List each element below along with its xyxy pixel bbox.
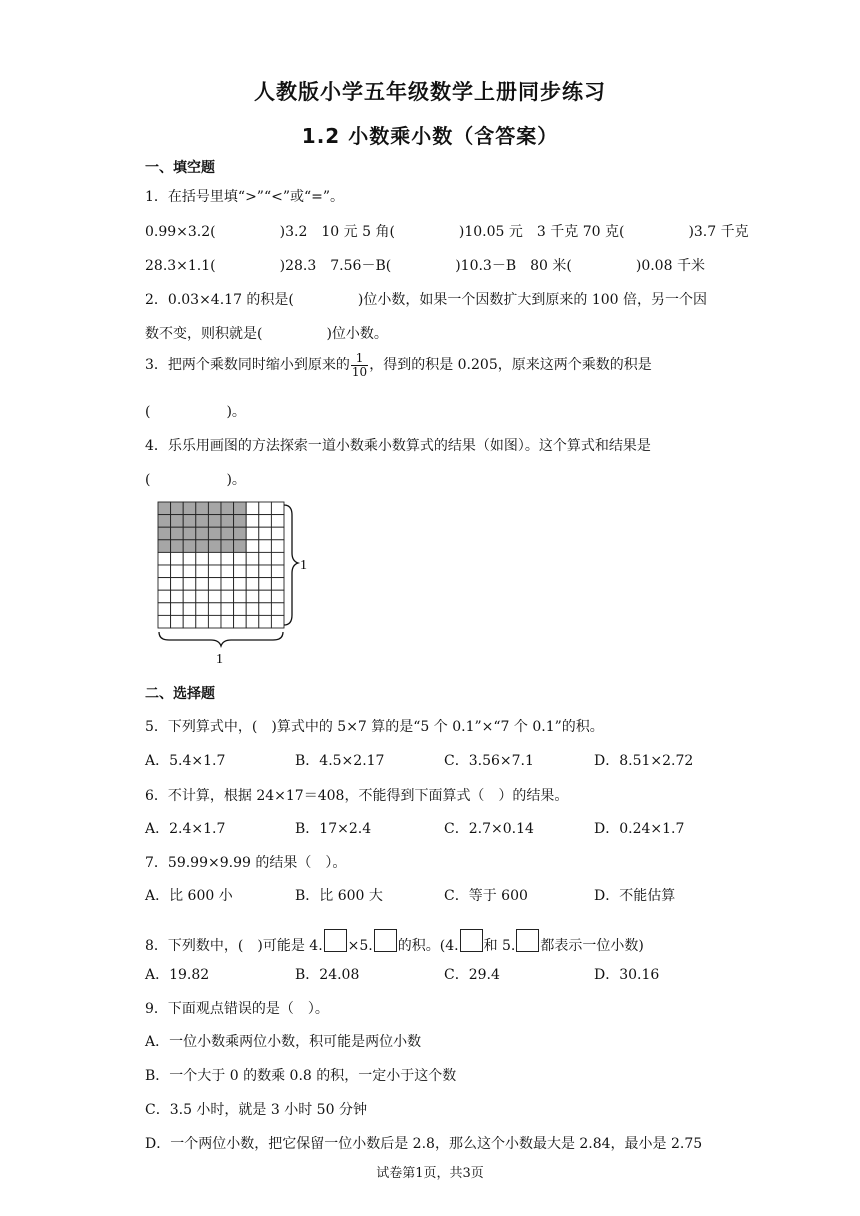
q3-pre: 3．把两个乘数同时缩小到原来的 <box>145 357 350 374</box>
q3-blank-close: )。 <box>226 404 246 420</box>
grid-cell <box>208 552 221 565</box>
grid-cell-shaded <box>171 502 184 515</box>
grid-cell <box>221 615 234 628</box>
grid-cell <box>171 590 184 603</box>
grid-cell <box>183 615 196 628</box>
grid-cell-shaded <box>208 527 221 540</box>
q6-option-d[interactable]: D．0.24×1.7 <box>594 821 685 837</box>
q3-post: ，得到的积是 0.205，原来这两个乘数的积是 <box>369 357 652 374</box>
q8-option-c[interactable]: C．29.4 <box>444 967 500 983</box>
q7-option-a[interactable]: A．比 600 小 <box>145 888 233 904</box>
grid-cell <box>234 603 247 616</box>
q8-mid2: 的积。(4. <box>397 938 459 954</box>
grid-cell <box>259 540 272 553</box>
q9-option-c[interactable]: C．3.5 小时，就是 3 小时 50 分钟 <box>145 1102 367 1118</box>
grid-cell <box>158 603 171 616</box>
grid-cell-shaded <box>171 527 184 540</box>
page-subtitle: 1.2 小数乘小数（含答案） <box>301 124 559 148</box>
grid-cell <box>183 578 196 591</box>
grid-cell <box>234 578 247 591</box>
grid-cell <box>183 552 196 565</box>
q8-stem <box>145 929 644 955</box>
grid-cell <box>183 590 196 603</box>
q7-stem: 7．59.99×9.99 的结果（ ）。 <box>145 855 347 871</box>
right-brace <box>284 505 298 625</box>
q5-option-d[interactable]: D．8.51×2.72 <box>594 753 694 769</box>
grid-cell <box>271 540 284 553</box>
grid-cell <box>171 565 184 578</box>
q9-option-d[interactable]: D．一个两位小数，把它保留一位小数后是 2.8，那么这个小数最大是 2.84，最小是 2.75 <box>145 1136 703 1152</box>
q3-blank-open: ( <box>145 404 151 420</box>
q1-row2-b: )28.3 7.56－B( <box>279 258 392 274</box>
grid-cell <box>208 590 221 603</box>
grid-cell <box>271 578 284 591</box>
page-footer: 试卷第1页，共3页 <box>376 1166 484 1181</box>
grid-cell-shaded <box>158 515 171 528</box>
grid-cell <box>208 565 221 578</box>
section-choice: 二、选择题 <box>145 686 215 702</box>
q2-line1a: 2．0.03×4.17 的积是( <box>145 292 294 308</box>
q8-mid3: 和 5. <box>483 938 516 954</box>
grid-cell <box>259 502 272 515</box>
grid-cell-shaded <box>208 515 221 528</box>
grid-cell <box>271 515 284 528</box>
grid-cell <box>246 502 259 515</box>
q1-row1-b: )3.2 10 元 5 角( <box>279 224 395 240</box>
grid-cell <box>259 515 272 528</box>
grid-cell-shaded <box>196 540 209 553</box>
grid-cell <box>234 590 247 603</box>
grid-cell <box>246 578 259 591</box>
grid-cell-shaded <box>221 502 234 515</box>
grid-cell <box>259 603 272 616</box>
grid-cell <box>196 578 209 591</box>
q2-line1b: )位小数，如果一个因数扩大到原来的 100 倍，另一个因 <box>357 292 707 308</box>
grid-cell <box>208 578 221 591</box>
grid-cell <box>271 565 284 578</box>
grid-cell <box>158 578 171 591</box>
q8-mid1: ×5. <box>347 938 373 954</box>
grid-cell <box>271 615 284 628</box>
q1-row1-c: )10.05 元 3 千克 70 克( <box>458 224 625 240</box>
grid-cell <box>208 603 221 616</box>
grid-cell-shaded <box>183 502 196 515</box>
grid-cell <box>158 615 171 628</box>
q9-option-a[interactable]: A．一位小数乘两位小数，积可能是两位小数 <box>145 1034 422 1050</box>
grid-cells <box>158 502 284 628</box>
grid-cell <box>259 590 272 603</box>
q1-row1-d: )3.7 千克 <box>688 224 749 240</box>
q4-blank-close: )。 <box>226 472 246 488</box>
q4-stem: 4．乐乐用画图的方法探索一道小数乘小数算式的结果（如图）。这个算式和结果是 <box>145 438 651 454</box>
grid-cell-shaded <box>158 502 171 515</box>
grid-cell-shaded <box>196 527 209 540</box>
grid-cell <box>196 590 209 603</box>
q2-line2 <box>145 323 388 343</box>
q7-option-b[interactable]: B．比 600 大 <box>295 888 383 904</box>
grid-cell <box>221 565 234 578</box>
grid-cell <box>246 565 259 578</box>
grid-cell <box>246 590 259 603</box>
bottom-brace <box>159 632 283 646</box>
q1-row1-a: 0.99×3.2( <box>145 224 216 240</box>
grid-cell-shaded <box>234 540 247 553</box>
q1-row2-a: 28.3×1.1( <box>145 258 216 274</box>
q2-line1 <box>145 289 707 309</box>
grid-cell-shaded <box>234 502 247 515</box>
q5-option-a[interactable]: A．5.4×1.7 <box>145 753 226 769</box>
q3-line2 <box>145 401 246 421</box>
grid-cell <box>171 552 184 565</box>
grid-cell <box>221 590 234 603</box>
section-fill-blank: 一、填空题 <box>145 160 215 176</box>
grid-cell <box>259 552 272 565</box>
q6-option-b[interactable]: B．17×2.4 <box>295 821 372 837</box>
blank-square[interactable] <box>324 929 347 952</box>
grid-cell-shaded <box>171 540 184 553</box>
grid-cell <box>208 615 221 628</box>
q5-option-b[interactable]: B．4.5×2.17 <box>295 753 385 769</box>
grid-cell <box>271 552 284 565</box>
grid-cell <box>158 552 171 565</box>
blank-square[interactable] <box>460 929 483 952</box>
q4-blank-open: ( <box>145 472 151 488</box>
fraction-numerator: 1 <box>351 352 368 366</box>
grid-cell <box>246 527 259 540</box>
grid-cell-shaded <box>221 527 234 540</box>
blank-square[interactable] <box>374 929 397 952</box>
q8-post: 都表示一位小数) <box>540 938 644 954</box>
q2-line2b: )位小数。 <box>326 326 388 342</box>
grid-cell <box>246 515 259 528</box>
q8-option-a[interactable]: A．19.82 <box>145 967 210 983</box>
grid-cell <box>158 590 171 603</box>
grid-cell <box>158 565 171 578</box>
grid-cell-shaded <box>234 515 247 528</box>
q5-option-c[interactable]: C．3.56×7.1 <box>444 753 534 769</box>
q2-line2a: 数不变，则积就是( <box>145 326 263 342</box>
grid-cell-shaded <box>221 540 234 553</box>
hundred-grid-figure <box>153 495 323 674</box>
grid-cell-shaded <box>158 540 171 553</box>
grid-cell <box>271 527 284 540</box>
grid-cell-shaded <box>196 502 209 515</box>
grid-cell <box>246 540 259 553</box>
grid-cell <box>259 527 272 540</box>
q1-row2-d: )0.08 千米 <box>635 258 705 274</box>
grid-cell <box>171 603 184 616</box>
q1-row2-c: )10.3－B 80 米( <box>455 258 572 274</box>
fraction-one-tenth <box>351 352 368 378</box>
grid-cell <box>196 565 209 578</box>
grid-cell <box>259 578 272 591</box>
q1-stem: 1．在括号里填“>”“<”或“=”。 <box>145 189 345 205</box>
blank-square[interactable] <box>516 929 539 952</box>
grid-cell <box>234 565 247 578</box>
q8-option-d[interactable]: D．30.16 <box>594 967 660 983</box>
grid-cell <box>171 615 184 628</box>
q7-option-c[interactable]: C．等于 600 <box>444 888 528 904</box>
grid-cell-shaded <box>171 515 184 528</box>
grid-cell-shaded <box>183 527 196 540</box>
grid-cell <box>196 552 209 565</box>
grid-cell-shaded <box>208 502 221 515</box>
grid-cell-shaded <box>196 515 209 528</box>
q4-line2 <box>145 469 246 489</box>
page-title: 人教版小学五年级数学上册同步练习 <box>254 80 606 104</box>
grid-cell <box>246 603 259 616</box>
grid-cell <box>221 578 234 591</box>
fraction-denominator: 10 <box>351 364 368 379</box>
side-label: 1 <box>300 558 307 573</box>
grid-cell <box>246 552 259 565</box>
grid-cell <box>259 565 272 578</box>
q8-option-b[interactable]: B．24.08 <box>295 967 360 983</box>
grid-cell-shaded <box>158 527 171 540</box>
grid-cell <box>183 603 196 616</box>
grid-cell <box>234 615 247 628</box>
grid-cell-shaded <box>221 515 234 528</box>
grid-cell <box>221 552 234 565</box>
grid-cell-shaded <box>208 540 221 553</box>
grid-cell <box>259 615 272 628</box>
q9-stem: 9．下面观点错误的是（ ）。 <box>145 1001 329 1017</box>
grid-cell <box>196 603 209 616</box>
grid-cell <box>196 615 209 628</box>
grid-cell <box>234 552 247 565</box>
grid-cell <box>171 578 184 591</box>
q9-option-b[interactable]: B．一个大于 0 的数乘 0.8 的积，一定小于这个数 <box>145 1068 457 1084</box>
q7-option-d[interactable]: D．不能估算 <box>594 888 676 904</box>
q6-option-a[interactable]: A．2.4×1.7 <box>145 821 226 837</box>
grid-cell-shaded <box>183 540 196 553</box>
grid-cell-shaded <box>183 515 196 528</box>
q5-stem: 5．下列算式中，( )算式中的 5×7 算的是“5 个 0.1”×“7 个 0.1”的积。 <box>145 719 604 735</box>
q1-row2 <box>145 255 705 275</box>
grid-cell <box>271 590 284 603</box>
q6-stem: 6．不计算，根据 24×17＝408，不能得到下面算式（ ）的结果。 <box>145 788 569 804</box>
grid-cell <box>221 603 234 616</box>
grid-cell <box>271 502 284 515</box>
grid-svg <box>153 495 323 670</box>
bottom-label: 1 <box>216 652 223 667</box>
grid-cell <box>246 615 259 628</box>
q3-line1 <box>145 352 652 378</box>
q6-option-c[interactable]: C．2.7×0.14 <box>444 821 534 837</box>
q8-pre: 8．下列数中，( )可能是 4. <box>145 938 323 954</box>
q1-row1 <box>145 221 749 241</box>
grid-cell-shaded <box>234 527 247 540</box>
grid-cell <box>271 603 284 616</box>
grid-cell <box>183 565 196 578</box>
